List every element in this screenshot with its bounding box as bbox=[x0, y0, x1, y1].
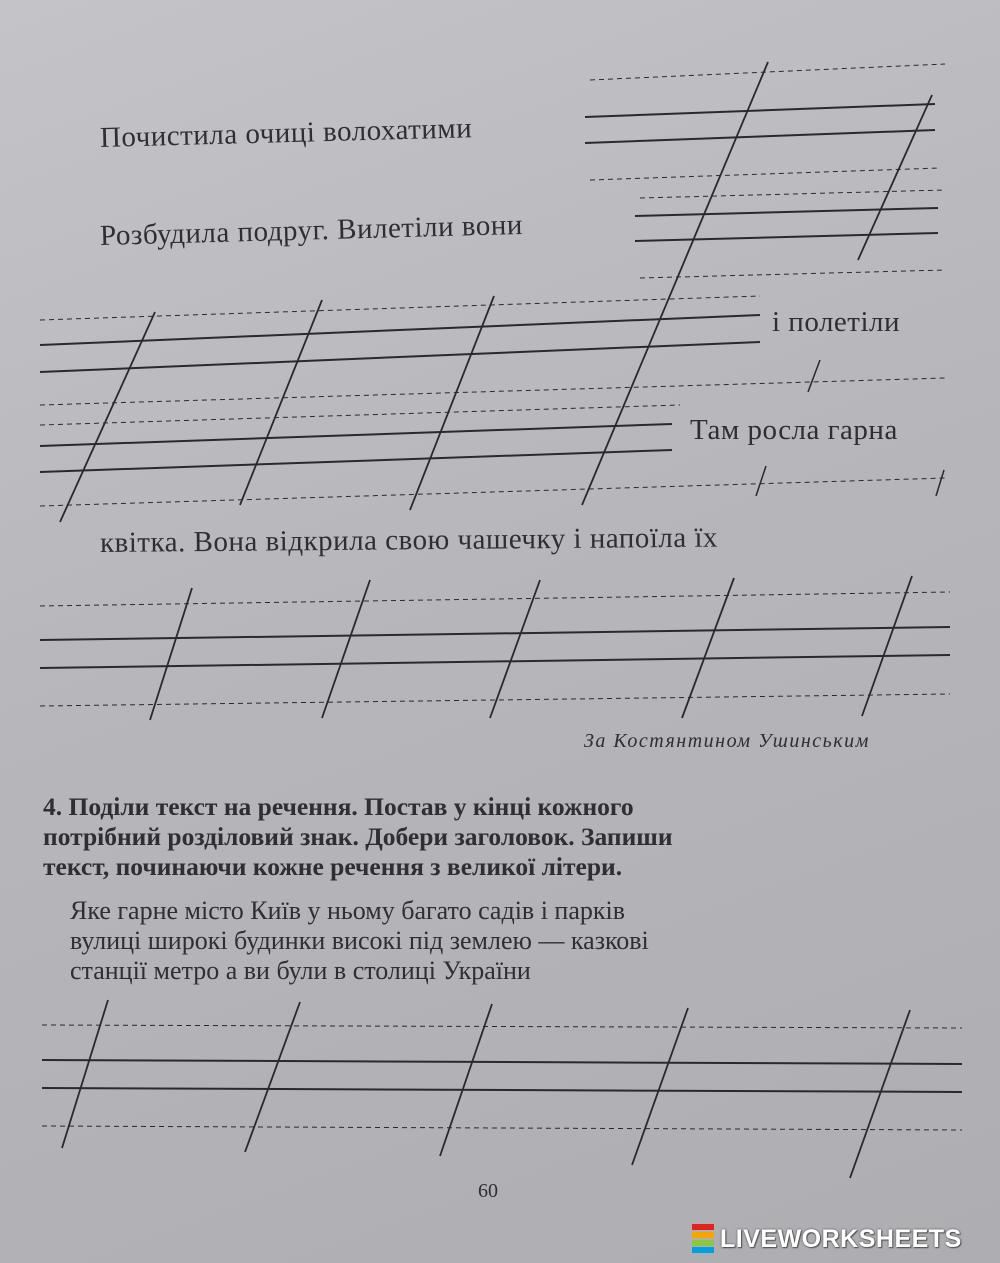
ruling-solid bbox=[635, 208, 938, 216]
exercise-text-line-1: Яке гарне місто Київ у ньому багато садів і парків bbox=[70, 896, 626, 925]
story-line-5: квітка. Вона відкрила свою чашечку і напоїла їх bbox=[99, 521, 719, 559]
ruling-dashed bbox=[640, 270, 945, 278]
ruling-dashed bbox=[40, 296, 760, 320]
liveworksheets-logo-text: LIVEWORKSHEETS bbox=[720, 1224, 962, 1253]
ruling-dashed bbox=[640, 190, 945, 198]
story-line-4: Там росла гарна bbox=[690, 414, 898, 446]
slant bbox=[850, 1010, 910, 1178]
exercise-text-line-2: вулиці широкі будинки високі під землею — казкові bbox=[70, 926, 649, 955]
slant bbox=[150, 588, 192, 720]
ruling-dashed bbox=[590, 64, 945, 80]
ruling-dashed bbox=[590, 168, 940, 180]
story-line-1: Почистила очиці волохатими bbox=[99, 112, 473, 154]
story-line-2: Розбудила подруг. Вилетіли вони bbox=[99, 208, 524, 252]
ruling-dashed bbox=[40, 378, 945, 405]
slant bbox=[62, 1000, 108, 1148]
ruling-solid bbox=[585, 130, 935, 143]
slant bbox=[632, 1008, 688, 1165]
slant bbox=[245, 1002, 300, 1152]
task-instruction-line-1 bbox=[43, 792, 963, 822]
ruling-solid bbox=[40, 342, 760, 372]
ruling-dashed bbox=[42, 1126, 962, 1130]
ruling-dashed bbox=[40, 405, 680, 425]
ruling-solid bbox=[585, 104, 935, 117]
ruling-solid bbox=[635, 233, 938, 241]
logo-stripe bbox=[692, 1224, 714, 1230]
exercise-text-line-3: станції метро а ви були в столиці України bbox=[70, 956, 531, 985]
slant bbox=[936, 470, 944, 496]
logo-stripe bbox=[692, 1240, 714, 1246]
ruling-solid bbox=[42, 1088, 962, 1092]
exercise-text bbox=[70, 896, 970, 986]
task-instructions bbox=[43, 792, 963, 882]
ruling-solid bbox=[40, 655, 950, 668]
page-number: 60 bbox=[478, 1180, 498, 1202]
ruling-dashed bbox=[40, 478, 945, 506]
slant bbox=[490, 580, 540, 718]
ruling-dashed bbox=[40, 592, 950, 606]
task-instruction-line-3: текст, починаючи кожне речення з великої літери. bbox=[43, 852, 623, 881]
slant bbox=[756, 466, 766, 496]
liveworksheets-logo bbox=[692, 1222, 962, 1256]
story-author: За Костянтином Ушинським bbox=[584, 730, 870, 752]
ruling-solid bbox=[40, 450, 672, 472]
ruling-dashed bbox=[42, 1025, 962, 1028]
task-instruction-line-2: потрібний розділовий знак. Добери заголовок. Запиши bbox=[43, 822, 673, 851]
slant bbox=[322, 580, 370, 718]
logo-stripe bbox=[692, 1232, 714, 1238]
task-line-1-text: Поділи текст на речення. Постав у кінці кожного bbox=[68, 792, 634, 821]
logo-stripe bbox=[692, 1247, 714, 1253]
slant bbox=[808, 360, 820, 392]
ruling-solid bbox=[42, 1060, 962, 1064]
slant bbox=[858, 95, 932, 260]
ruling-solid bbox=[40, 424, 672, 446]
story-line-3: і полетіли bbox=[772, 306, 901, 338]
liveworksheets-logo-icon bbox=[692, 1224, 714, 1254]
task-number: 4. bbox=[43, 792, 63, 821]
slant bbox=[240, 300, 322, 505]
